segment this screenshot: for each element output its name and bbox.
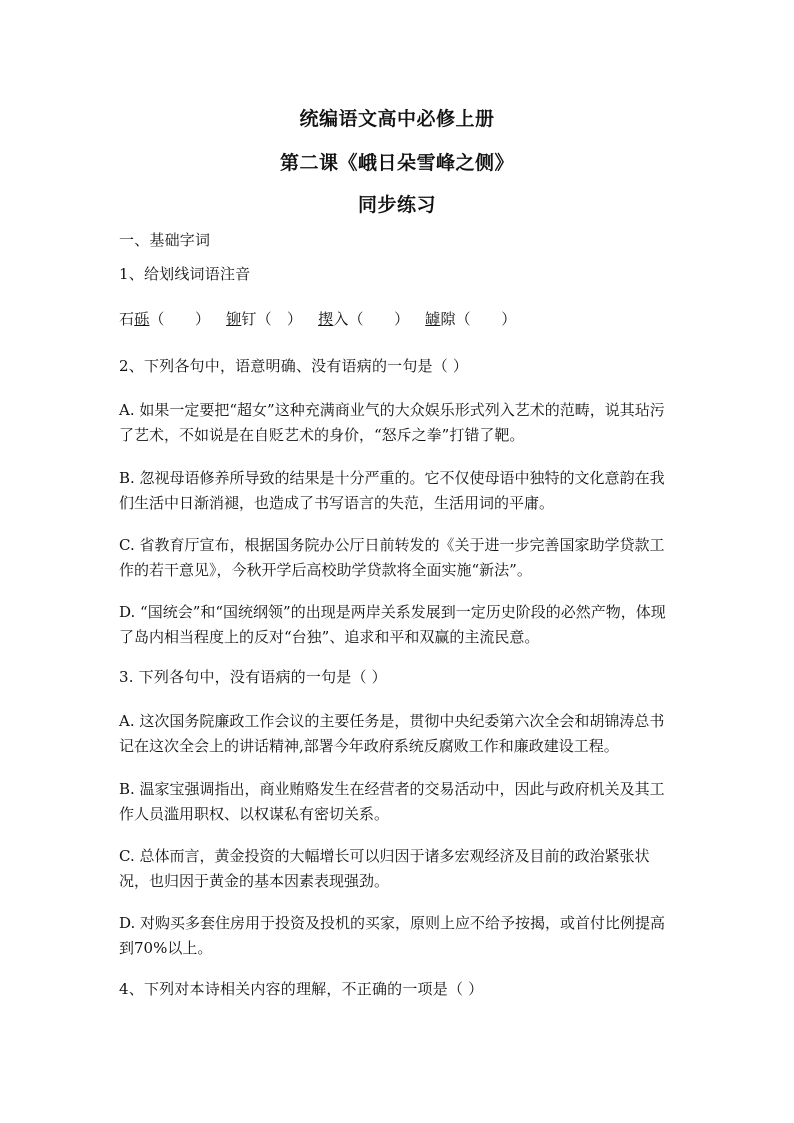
item-4 (425, 310, 516, 328)
item-2-suffix: 钉 (241, 310, 257, 328)
question-2-option-d: D. “国统会”和“国统纲领”的出现是两岸关系发展到一定历史阶段的必然产物，体现了岛内相当程度上的反对“台独”、追求和平和双赢的主流民意。 (119, 603, 666, 646)
question-2-option-a: A. 如果一定要把“超女”这种充满商业气的大众娱乐形式列入艺术的范畴，说其玷污了艺术，不如说是在自贬艺术的身价，“怒斥之拳”打错了靶。 (119, 401, 665, 444)
item-3 (318, 310, 409, 328)
question-4-stem: 4、下列对本诗相关内容的理解，不正确的一项是（ ） (119, 980, 484, 998)
item-3-suffix: 入 (333, 310, 349, 328)
section-heading: 一、基础字词 (119, 231, 211, 249)
question-2-option-b: B. 忽视母语修养所导致的结果是十分严重的。它不仅使母语中独特的文化意韵在我们生活中日渐消褪，也造成了书写语言的失范，生活用词的平庸。 (119, 469, 665, 512)
question-3-option-b: B. 温家宝强调指出，商业贿赂发生在经营者的交易活动中，因此与政府机关及其工作人员滥用职权、以权谋私有密切关系。 (119, 780, 665, 823)
item-1 (119, 310, 210, 328)
item-1-blank: （ ） (149, 310, 211, 328)
exercise-title: 同步练习 (357, 194, 436, 216)
question-3-option-d: D. 对购买多套住房用于投资及投机的买家，原则上应不给予按揭，或首付比例提高到70%以上。 (119, 914, 666, 957)
item-4-suffix: 隙 (440, 310, 456, 328)
item-3-blank: （ ） (348, 310, 410, 328)
item-2-blank: （ ） (256, 310, 303, 328)
question-1-stem: 1、给划线词语注音 (119, 265, 251, 283)
item-4-underlined: 罅 (425, 310, 441, 328)
question-1-items (119, 308, 516, 329)
question-2-option-c: C. 省教育厅宣布，根据国务院办公厅日前转发的《关于进一步完善国家助学贷款工作的若干意见》，今秋开学后高校助学贷款将全面实施“新法”。 (119, 536, 665, 579)
item-4-blank: （ ） (455, 310, 517, 328)
lesson-title: 第二课《峨日朵雪峰之侧》 (279, 152, 514, 174)
question-3-option-a: A. 这次国务院廉政工作会议的主要任务是，贯彻中央纪委第六次全会和胡锦涛总书记在这次全会上的讲话精神,部署今年政府系统反腐败工作和廉政建设工程。 (119, 712, 665, 755)
question-3-option-c: C. 总体而言，黄金投资的大幅增长可以归因于诸多宏观经济及目前的政治紧张状况，也归因于黄金的基本因素表现强劲。 (119, 847, 650, 890)
item-1-prefix: 石 (119, 310, 135, 328)
item-3-underlined: 揳 (318, 310, 334, 328)
item-1-underlined: 砾 (134, 310, 150, 328)
doc-title: 统编语文高中必修上册 (299, 108, 495, 130)
question-3-stem: 3. 下列各句中，没有语病的一句是（ ） (119, 668, 387, 686)
question-2-stem: 2、下列各句中，语意明确、没有语病的一句是（ ） (119, 357, 469, 375)
item-2 (226, 310, 302, 328)
item-2-underlined: 铆 (226, 310, 242, 328)
